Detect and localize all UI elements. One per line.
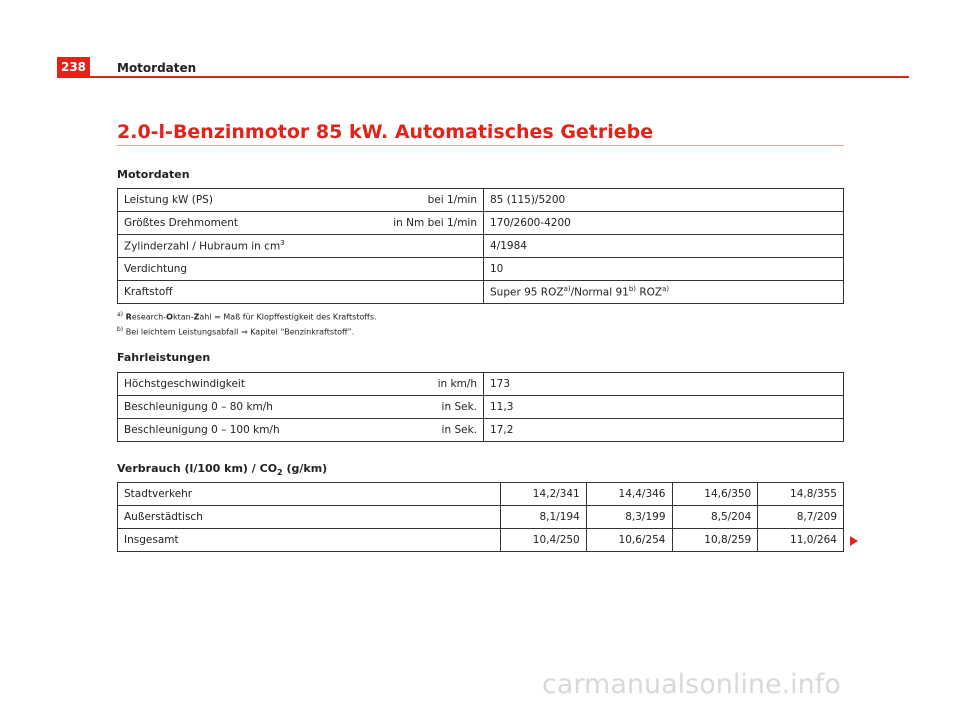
footnote-mark: a): [117, 311, 124, 318]
row-value: 8,3/199: [586, 506, 672, 529]
row-value: 14,2/341: [501, 483, 587, 506]
footnote-marker: a): [662, 285, 670, 294]
table-row: [118, 373, 844, 396]
row-value: 85 (115)/5200: [484, 189, 844, 212]
table-row: [118, 529, 844, 552]
table-row: [118, 258, 844, 281]
row-label: Beschleunigung 0 – 80 km/h: [124, 401, 273, 413]
row-label: Zylinderzahl / Hubraum in cm: [124, 240, 281, 253]
row-label-cell: [118, 212, 484, 235]
row-label-cell: [118, 373, 484, 396]
page-title: 2.0-l-Benzinmotor 85 kW. Automatisches Getriebe: [117, 121, 654, 143]
footnotes: [117, 309, 377, 338]
table-row: [118, 235, 844, 258]
row-unit: in km/h: [437, 378, 477, 390]
footnote-text: ahl = Maß für Klopffestigkeit des Kraftstoffs.: [199, 312, 377, 322]
footnote-b: [117, 324, 377, 339]
table-row: [118, 396, 844, 419]
row-value: 8,5/204: [672, 506, 758, 529]
row-label-cell: [118, 281, 484, 304]
table-row: [118, 212, 844, 235]
row-label-cell: [118, 396, 484, 419]
footnote-text: esearch-: [131, 312, 167, 322]
header-rule: [57, 76, 909, 78]
continue-arrow-icon: [850, 536, 858, 546]
row-label: Außerstädtisch: [118, 506, 501, 529]
table-row: [118, 189, 844, 212]
row-label-cell: [118, 258, 484, 281]
row-label: Leistung kW (PS): [124, 194, 213, 206]
fahrleistungen-table: [117, 372, 844, 442]
row-label: Stadtverkehr: [118, 483, 501, 506]
title-rule: [117, 145, 844, 146]
row-label: Insgesamt: [118, 529, 501, 552]
verbrauch-heading-subscript: 2: [277, 468, 283, 478]
watermark: carmanualsonline.info: [542, 669, 841, 700]
row-label: Größtes Drehmoment: [124, 217, 239, 229]
section-title-motordaten: Motordaten: [117, 168, 190, 181]
row-value: 10,6/254: [586, 529, 672, 552]
row-value: 11,0/264: [758, 529, 844, 552]
row-unit: in Sek.: [441, 401, 477, 413]
row-value: 173: [484, 373, 844, 396]
fuel-value-text: Super 95 ROZ: [490, 286, 564, 299]
fuel-value-text: /Normal 91: [570, 286, 629, 299]
table-row: [118, 483, 844, 506]
footnote-bold-letter: Z: [193, 312, 200, 322]
fuel-value-text: ROZ: [636, 286, 663, 299]
row-value: [484, 281, 844, 304]
footnote-marker: a): [563, 285, 571, 294]
footnote-text: Bei leichtem Leistungsabfall ⇒ Kapitel “Benzinkraftstoff”.: [125, 327, 355, 337]
verbrauch-table: [117, 482, 844, 552]
row-label: Beschleunigung 0 – 100 km/h: [124, 424, 280, 436]
row-label: Verdichtung: [124, 263, 188, 275]
row-value: 14,8/355: [758, 483, 844, 506]
row-unit: in Sek.: [441, 424, 477, 436]
footnote-a: [117, 309, 377, 324]
row-label-cell: [118, 235, 484, 258]
row-label: Kraftstoff: [124, 286, 173, 298]
table-row: [118, 281, 844, 304]
row-unit: bei 1/min: [427, 194, 477, 206]
row-value: 10,4/250: [501, 529, 587, 552]
verbrauch-heading-text: (g/km): [282, 462, 328, 475]
row-value: 11,3: [484, 396, 844, 419]
header-title: Motordaten: [117, 61, 197, 75]
row-value: 14,6/350: [672, 483, 758, 506]
row-value: 17,2: [484, 419, 844, 442]
row-value: 14,4/346: [586, 483, 672, 506]
footnote-mark: b): [117, 325, 124, 333]
row-value: 8,7/209: [758, 506, 844, 529]
footnote-text: ktan-: [172, 312, 194, 322]
footnote-bold-letter: O: [166, 312, 173, 322]
row-value: 8,1/194: [501, 506, 587, 529]
row-value: 170/2600-4200: [484, 212, 844, 235]
motordaten-table: [117, 188, 844, 304]
row-value: 10: [484, 258, 844, 281]
row-unit: in Nm bei 1/min: [393, 217, 477, 229]
row-value: 4/1984: [484, 235, 844, 258]
footnote-bold-letter: R: [125, 312, 132, 322]
table-row: [118, 419, 844, 442]
page-number: 238: [57, 57, 90, 77]
section-title-fahrleistungen: Fahrleistungen: [117, 351, 211, 364]
row-label-cell: [118, 419, 484, 442]
row-label-superscript: 3: [280, 239, 285, 248]
row-value: 10,8/259: [672, 529, 758, 552]
table-row: [118, 506, 844, 529]
footnote-marker: b): [628, 285, 637, 294]
verbrauch-heading-text: Verbrauch (l/100 km) / CO: [117, 462, 278, 475]
section-title-verbrauch: [117, 462, 327, 477]
row-label-cell: [118, 189, 484, 212]
row-label: Höchstgeschwindigkeit: [124, 378, 245, 390]
